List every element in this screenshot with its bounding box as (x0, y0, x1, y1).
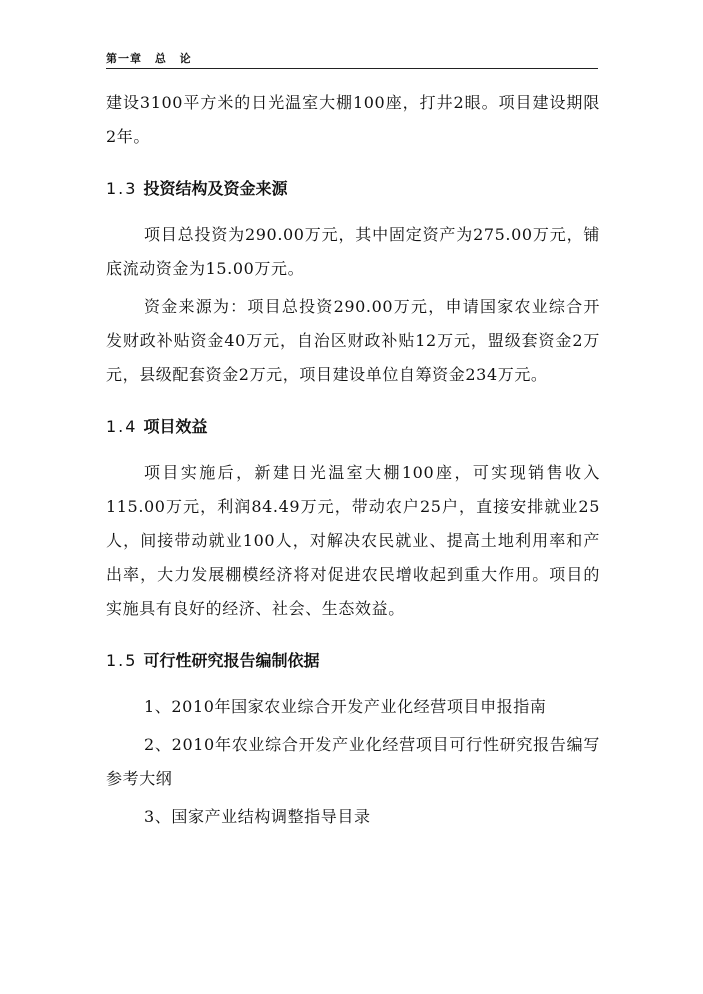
section-number: 1.4 (106, 417, 138, 436)
page-header (106, 50, 598, 69)
paragraph-benefits: 项目实施后，新建日光温室大棚100座，可实现销售收入115.00万元，利润84.49万元，带动农户25户，直接安排就业25人，间接带动就业100人，对解决农民就业、提高土地利用率和产出率，大力发展棚模经济将对促进农民增收起到重大作用。项目的实施具有良好的经济、社会、生态效益。 (106, 463, 600, 618)
section-heading-1-5 (106, 644, 600, 678)
paragraph-funding-source: 资金来源为：项目总投资290.00万元，申请国家农业综合开发财政补贴资金40万元，自治区财政补贴12万元，盟级套资金2万元，县级配套资金2万元，项目建设单位自筹资金234万元。 (106, 297, 600, 384)
section-number: 1.5 (106, 651, 138, 670)
paragraph-investment: 项目总投资为290.00万元，其中固定资产为275.00万元，铺底流动资金为15.00万元。 (106, 225, 600, 278)
list-item: 3、国家产业结构调整指导目录 (144, 807, 371, 826)
paragraph-construction: 建设3100平方米的日光温室大棚100座，打井2眼。项目建设期限2年。 (106, 93, 600, 146)
section-number: 1.3 (106, 179, 138, 198)
chapter-title: 第一章 总 论 (106, 52, 192, 65)
section-heading-1-4 (106, 410, 600, 444)
list-item: 1、2010年国家农业综合开发产业化经营项目申报指南 (144, 697, 547, 716)
section-title: 可行性研究报告编制依据 (143, 651, 320, 670)
section-heading-1-3 (106, 172, 600, 206)
section-title: 项目效益 (143, 417, 208, 436)
document-body (106, 86, 600, 834)
list-item: 2、2010年农业综合开发产业化经营项目可行性研究报告编写参考大纲 (106, 735, 600, 788)
section-title: 投资结构及资金来源 (143, 179, 288, 198)
